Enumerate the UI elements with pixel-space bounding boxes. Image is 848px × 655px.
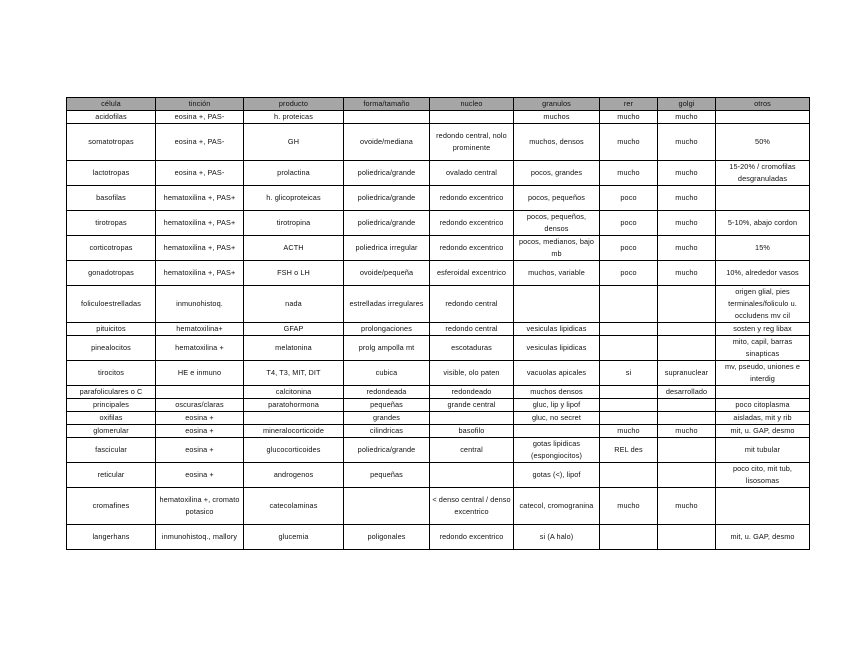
header-nucleo: nucleo <box>430 98 514 111</box>
cell-granulos: catecol, cromogranina <box>514 488 600 525</box>
cell-tincion: hematoxilina+ <box>156 323 244 336</box>
table-row <box>67 186 810 211</box>
cell-rer: poco <box>600 211 658 236</box>
cell-rer <box>600 336 658 361</box>
cell-celula: acidofilas <box>67 111 156 124</box>
cell-nucleo: escotaduras <box>430 336 514 361</box>
cell-granulos: gotas (<), lipof <box>514 463 600 488</box>
header-row <box>67 98 810 111</box>
cell-forma-tamano: poliedrica/grande <box>344 161 430 186</box>
cell-otros: mit, u. GAP, desmo <box>716 525 810 550</box>
cell-otros: 50% <box>716 124 810 161</box>
cell-granulos: pocos, pequeños <box>514 186 600 211</box>
cell-otros: 15-20% / cromofilas desgranuladas <box>716 161 810 186</box>
cell-forma-tamano: poliedrica/grande <box>344 438 430 463</box>
cell-granulos <box>514 286 600 323</box>
cell-producto: glucemia <box>244 525 344 550</box>
cell-golgi: mucho <box>658 124 716 161</box>
cell-celula: cromafines <box>67 488 156 525</box>
cell-nucleo <box>430 412 514 425</box>
cell-forma-tamano: redondeada <box>344 386 430 399</box>
cell-nucleo: central <box>430 438 514 463</box>
cell-nucleo <box>430 463 514 488</box>
header-golgi: golgi <box>658 98 716 111</box>
histology-table <box>66 97 810 550</box>
cell-otros: sosten y reg libax <box>716 323 810 336</box>
cell-otros <box>716 111 810 124</box>
cell-producto: prolactina <box>244 161 344 186</box>
cell-celula: somatotropas <box>67 124 156 161</box>
cell-tincion: hematoxilina +, PAS+ <box>156 261 244 286</box>
cell-producto: nada <box>244 286 344 323</box>
cell-golgi <box>658 463 716 488</box>
cell-granulos: gotas lipidicas (espongiocitos) <box>514 438 600 463</box>
cell-rer: poco <box>600 261 658 286</box>
cell-nucleo <box>430 111 514 124</box>
cell-producto: glucocorticoides <box>244 438 344 463</box>
cell-granulos: muchos <box>514 111 600 124</box>
cell-tincion: eosina +, PAS- <box>156 161 244 186</box>
table-row <box>67 323 810 336</box>
cell-producto: catecolaminas <box>244 488 344 525</box>
cell-celula: glomerular <box>67 425 156 438</box>
cell-celula: parafoliculares o C <box>67 386 156 399</box>
cell-granulos: muchos densos <box>514 386 600 399</box>
table-row <box>67 525 810 550</box>
cell-tincion: HE e inmuno <box>156 361 244 386</box>
cell-celula: reticular <box>67 463 156 488</box>
cell-nucleo: redondo excentrico <box>430 211 514 236</box>
cell-rer: mucho <box>600 425 658 438</box>
cell-golgi: mucho <box>658 236 716 261</box>
cell-nucleo: redondo excentrico <box>430 236 514 261</box>
cell-otros: poco cito, mit tub, lisosomas <box>716 463 810 488</box>
cell-rer: mucho <box>600 124 658 161</box>
cell-producto: tirotropina <box>244 211 344 236</box>
cell-golgi: desarrollado <box>658 386 716 399</box>
table-row <box>67 412 810 425</box>
cell-granulos: vesiculas lipidicas <box>514 336 600 361</box>
cell-rer <box>600 412 658 425</box>
cell-tincion: hematoxilina +, PAS+ <box>156 211 244 236</box>
header-celula: célula <box>67 98 156 111</box>
cell-producto: h. glicoproteicas <box>244 186 344 211</box>
cell-celula: tirotropas <box>67 211 156 236</box>
table-row <box>67 161 810 186</box>
cell-nucleo: redondo excentrico <box>430 525 514 550</box>
cell-producto: androgenos <box>244 463 344 488</box>
cell-forma-tamano: poliedrica/grande <box>344 186 430 211</box>
cell-forma-tamano <box>344 488 430 525</box>
cell-golgi <box>658 399 716 412</box>
header-tincion: tinción <box>156 98 244 111</box>
cell-producto: GFAP <box>244 323 344 336</box>
cell-granulos: vacuolas apicales <box>514 361 600 386</box>
cell-golgi: mucho <box>658 111 716 124</box>
cell-golgi <box>658 323 716 336</box>
cell-nucleo: redondo central <box>430 286 514 323</box>
cell-nucleo: redondo excentrico <box>430 186 514 211</box>
table-row <box>67 386 810 399</box>
cell-otros <box>716 186 810 211</box>
table-row <box>67 361 810 386</box>
cell-rer <box>600 463 658 488</box>
cell-nucleo: redondo central, nolo prominente <box>430 124 514 161</box>
cell-otros: mito, capil, barras sinapticas <box>716 336 810 361</box>
cell-producto: T4, T3, MIT, DIT <box>244 361 344 386</box>
cell-tincion: hematoxilina +, PAS+ <box>156 186 244 211</box>
table-body <box>67 111 810 550</box>
cell-granulos: muchos, densos <box>514 124 600 161</box>
table-row <box>67 488 810 525</box>
cell-producto: melatonina <box>244 336 344 361</box>
table-row <box>67 211 810 236</box>
cell-celula: principales <box>67 399 156 412</box>
header-rer: rer <box>600 98 658 111</box>
cell-nucleo: redondeado <box>430 386 514 399</box>
cell-celula: tirocitos <box>67 361 156 386</box>
cell-golgi <box>658 336 716 361</box>
cell-otros: origen glial, pies terminales/foliculo u. occludens mv cil <box>716 286 810 323</box>
cell-golgi: supranuclear <box>658 361 716 386</box>
cell-tincion: eosina + <box>156 425 244 438</box>
cell-celula: gonadotropas <box>67 261 156 286</box>
cell-nucleo: redondo central <box>430 323 514 336</box>
header-producto: producto <box>244 98 344 111</box>
cell-otros: aisladas, mit y rib <box>716 412 810 425</box>
table-row <box>67 463 810 488</box>
cell-otros: 5-10%, abajo cordon <box>716 211 810 236</box>
cell-tincion: inmunohistoq., mallory <box>156 525 244 550</box>
cell-nucleo: ovalado central <box>430 161 514 186</box>
cell-otros <box>716 488 810 525</box>
cell-granulos <box>514 425 600 438</box>
cell-celula: pinealocitos <box>67 336 156 361</box>
table-row <box>67 261 810 286</box>
table-row <box>67 111 810 124</box>
cell-producto: FSH o LH <box>244 261 344 286</box>
cell-granulos: si (A halo) <box>514 525 600 550</box>
cell-producto: ACTH <box>244 236 344 261</box>
cell-golgi <box>658 525 716 550</box>
cell-nucleo: visible, olo paten <box>430 361 514 386</box>
table-row <box>67 438 810 463</box>
table-row <box>67 236 810 261</box>
cell-rer: mucho <box>600 111 658 124</box>
table-row <box>67 286 810 323</box>
cell-rer: poco <box>600 236 658 261</box>
cell-forma-tamano: grandes <box>344 412 430 425</box>
cell-otros: poco citoplasma <box>716 399 810 412</box>
cell-forma-tamano: cilindricas <box>344 425 430 438</box>
cell-tincion: eosina +, PAS- <box>156 124 244 161</box>
cell-rer <box>600 386 658 399</box>
cell-tincion <box>156 386 244 399</box>
cell-golgi <box>658 438 716 463</box>
cell-celula: foliculoestrelladas <box>67 286 156 323</box>
cell-celula: pituicitos <box>67 323 156 336</box>
cell-forma-tamano: cubica <box>344 361 430 386</box>
cell-granulos: gluc, no secret <box>514 412 600 425</box>
cell-rer: si <box>600 361 658 386</box>
cell-rer: REL des <box>600 438 658 463</box>
cell-granulos: gluc, lip y lipof <box>514 399 600 412</box>
cell-rer <box>600 525 658 550</box>
cell-tincion: oscuras/claras <box>156 399 244 412</box>
table-row <box>67 336 810 361</box>
cell-golgi: mucho <box>658 488 716 525</box>
cell-forma-tamano <box>344 111 430 124</box>
cell-forma-tamano: prolongaciones <box>344 323 430 336</box>
cell-forma-tamano: pequeñas <box>344 463 430 488</box>
cell-otros: mit, u. GAP, desmo <box>716 425 810 438</box>
cell-otros: mv, pseudo, uniones e interdig <box>716 361 810 386</box>
cell-rer: poco <box>600 186 658 211</box>
cell-tincion: inmunohistoq. <box>156 286 244 323</box>
cell-forma-tamano: poliedrica/grande <box>344 211 430 236</box>
cell-rer <box>600 323 658 336</box>
cell-golgi: mucho <box>658 261 716 286</box>
cell-nucleo: basofilo <box>430 425 514 438</box>
cell-producto: mineralocorticoide <box>244 425 344 438</box>
cell-granulos: vesiculas lipidicas <box>514 323 600 336</box>
cell-rer <box>600 399 658 412</box>
cell-celula: oxifilas <box>67 412 156 425</box>
cell-tincion: eosina + <box>156 438 244 463</box>
cell-forma-tamano: poligonales <box>344 525 430 550</box>
cell-tincion: hematoxilina + <box>156 336 244 361</box>
cell-celula: fascicular <box>67 438 156 463</box>
cell-forma-tamano: estrelladas irregulares <box>344 286 430 323</box>
cell-producto: h. proteicas <box>244 111 344 124</box>
cell-golgi <box>658 412 716 425</box>
cell-granulos: muchos, variable <box>514 261 600 286</box>
cell-tincion: eosina + <box>156 463 244 488</box>
cell-forma-tamano: ovoide/mediana <box>344 124 430 161</box>
header-forma-tamano: forma/tamaño <box>344 98 430 111</box>
cell-forma-tamano: pequeñas <box>344 399 430 412</box>
table-row <box>67 399 810 412</box>
cell-rer <box>600 286 658 323</box>
cell-celula: basofilas <box>67 186 156 211</box>
cell-tincion: eosina +, PAS- <box>156 111 244 124</box>
cell-producto: paratohormona <box>244 399 344 412</box>
cell-tincion: eosina + <box>156 412 244 425</box>
cell-celula: langerhans <box>67 525 156 550</box>
cell-nucleo: esferoidal excentrico <box>430 261 514 286</box>
table-row <box>67 425 810 438</box>
cell-granulos: pocos, grandes <box>514 161 600 186</box>
cell-rer: mucho <box>600 161 658 186</box>
cell-celula: lactotropas <box>67 161 156 186</box>
cell-golgi: mucho <box>658 186 716 211</box>
cell-otros: 15% <box>716 236 810 261</box>
cell-golgi <box>658 286 716 323</box>
cell-otros <box>716 386 810 399</box>
cell-celula: corticotropas <box>67 236 156 261</box>
cell-forma-tamano: prolg ampolla mt <box>344 336 430 361</box>
cell-tincion: hematoxilina +, cromato potasico <box>156 488 244 525</box>
cell-producto: GH <box>244 124 344 161</box>
cell-otros: mit tubular <box>716 438 810 463</box>
cell-producto <box>244 412 344 425</box>
cell-tincion: hematoxilina +, PAS+ <box>156 236 244 261</box>
cell-forma-tamano: poliedrica irregular <box>344 236 430 261</box>
cell-nucleo: grande central <box>430 399 514 412</box>
cell-granulos: pocos, pequeños, densos <box>514 211 600 236</box>
cell-nucleo: < denso central / denso excentrico <box>430 488 514 525</box>
table-row <box>67 124 810 161</box>
cell-golgi: mucho <box>658 211 716 236</box>
cell-granulos: pocos, medianos, bajo mb <box>514 236 600 261</box>
cell-forma-tamano: ovoide/pequeña <box>344 261 430 286</box>
cell-otros: 10%, alrededor vasos <box>716 261 810 286</box>
cell-rer: mucho <box>600 488 658 525</box>
cell-producto: calcitonina <box>244 386 344 399</box>
header-granulos: granulos <box>514 98 600 111</box>
cell-golgi: mucho <box>658 425 716 438</box>
cell-golgi: mucho <box>658 161 716 186</box>
header-otros: otros <box>716 98 810 111</box>
